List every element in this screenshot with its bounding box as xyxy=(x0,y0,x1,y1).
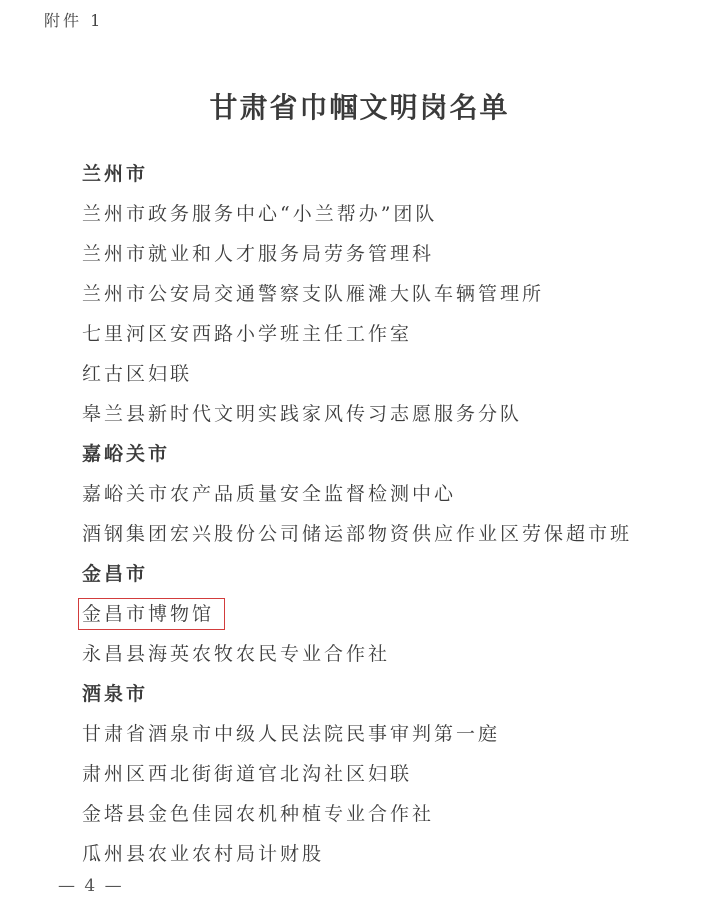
list-item xyxy=(82,798,632,838)
entry-text: 酒泉市 xyxy=(82,683,149,705)
list-item xyxy=(82,278,632,318)
entry-text: 兰州市就业和人才服务局劳务管理科 xyxy=(82,243,435,265)
entry-list xyxy=(82,158,632,878)
page-number: — 4 — xyxy=(58,876,124,896)
highlight-box: 金昌市博物馆 xyxy=(78,598,225,630)
entry-text: 嘉峪关市农产品质量安全监督检测中心 xyxy=(82,483,457,505)
city-heading-jiayuguan xyxy=(82,438,632,478)
entry-text: 瓜州县农业农村局计财股 xyxy=(82,843,325,865)
entry-text: 七里河区安西路小学班主任工作室 xyxy=(82,323,413,345)
list-item xyxy=(82,518,632,558)
list-item xyxy=(82,478,632,518)
city-heading-jinchang xyxy=(82,558,632,598)
attachment-label: 附件 1 xyxy=(44,11,104,30)
entry-text: 肃州区西北街街道官北沟社区妇联 xyxy=(82,763,413,785)
list-item xyxy=(82,398,632,438)
city-heading-jiuquan xyxy=(82,678,632,718)
entry-text: 兰州市政务服务中心“小兰帮办”团队 xyxy=(82,203,438,225)
entry-text: 酒钢集团宏兴股份公司储运部物资供应作业区劳保超市班 xyxy=(82,523,633,545)
entry-text: 红古区妇联 xyxy=(82,363,193,385)
list-item xyxy=(82,238,632,278)
entry-text: 甘肃省酒泉市中级人民法院民事审判第一庭 xyxy=(82,723,501,745)
list-item xyxy=(82,838,632,878)
entry-text: 皋兰县新时代文明实践家风传习志愿服务分队 xyxy=(82,403,523,425)
document-title: 甘肃省巾帼文明岗名单 xyxy=(209,91,510,124)
list-item xyxy=(82,638,632,678)
entry-text: 嘉峪关市 xyxy=(82,443,171,465)
list-item xyxy=(82,718,632,758)
highlighted-list-item xyxy=(82,598,632,638)
entry-text: 永昌县海英农牧农民专业合作社 xyxy=(82,643,391,665)
entry-text: 兰州市公安局交通警察支队雁滩大队车辆管理所 xyxy=(82,283,545,305)
city-heading-lanzhou xyxy=(82,158,632,198)
entry-text: 金昌市 xyxy=(82,563,149,585)
entry-text: 兰州市 xyxy=(82,163,149,185)
list-item xyxy=(82,198,632,238)
entry-text: 金塔县金色佳园农机种植专业合作社 xyxy=(82,803,435,825)
list-item xyxy=(82,758,632,798)
list-item xyxy=(82,318,632,358)
list-item xyxy=(82,358,632,398)
